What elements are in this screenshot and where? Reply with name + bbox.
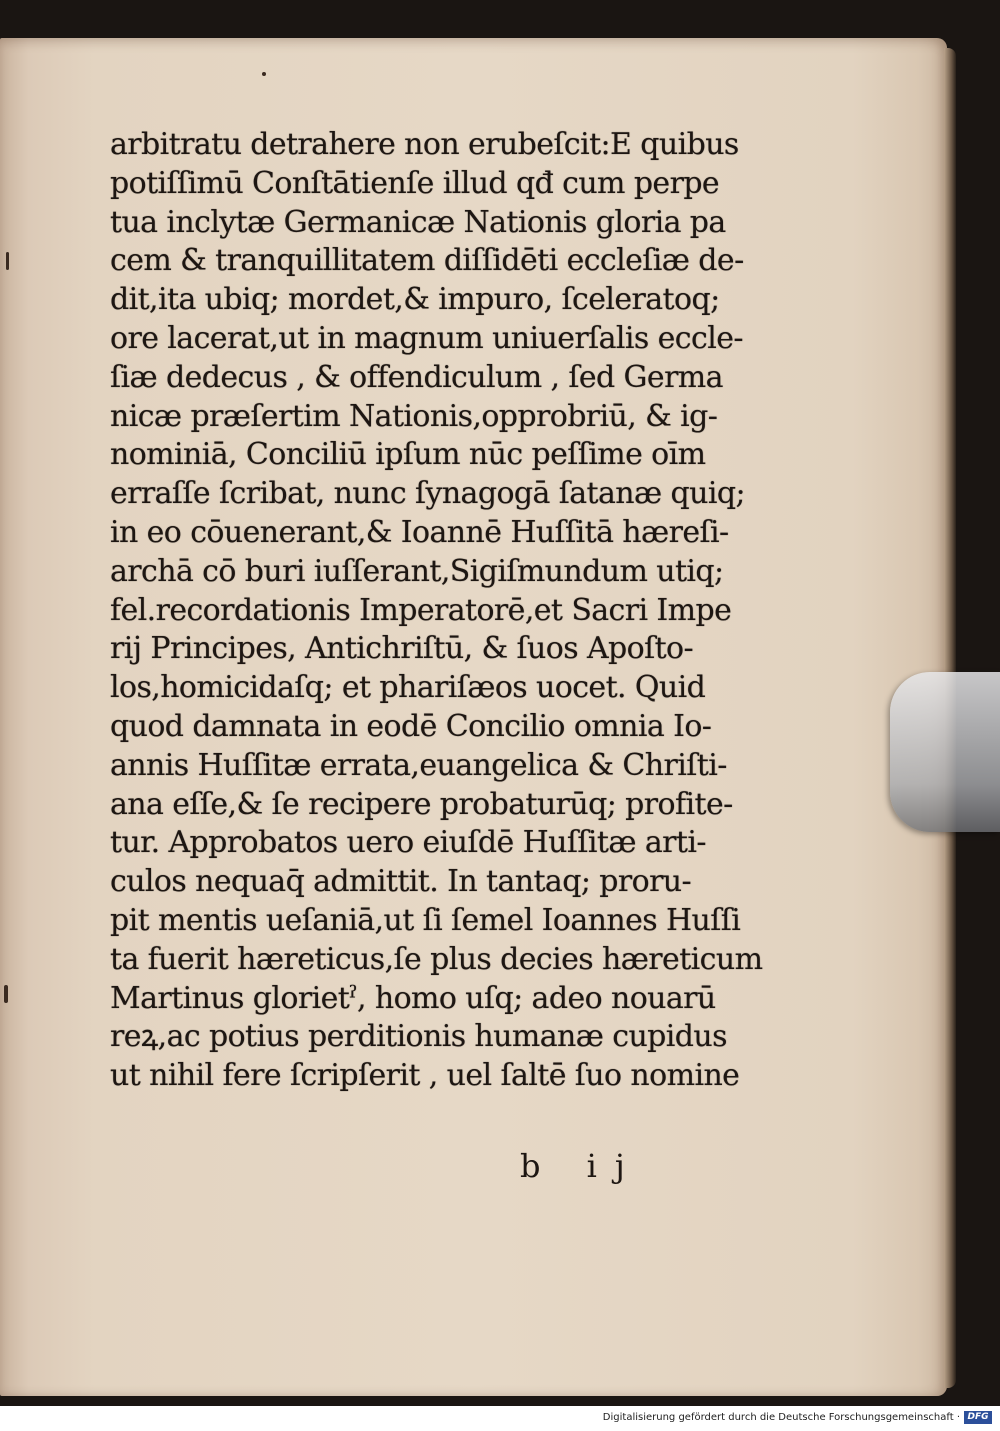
signature-mark: b ij [520,1147,643,1185]
page-holder-clip [890,672,1000,832]
text-line: nicæ præſertim Nationis,opprobriū, & ig- [110,398,718,434]
text-line: potiſſimū Conſtātienſe illud qđ cum perpe [110,165,720,201]
text-line: annis Huſſitæ errata,euangelica & Chriſti- [110,747,727,783]
dfg-logo: DFG [964,1411,992,1424]
text-line: tua inclytæ Germanicæ Nationis gloria pa [110,204,726,240]
text-line: rij Principes, Antichriſtū, & ſuos Apoſto- [110,631,694,667]
text-line: ana eſſe,& ſe recipere probaturūq; profite- [110,786,733,822]
text-line: ore lacerat,ut in magnum uniuerſalis eccle- [110,320,743,356]
ink-speck [4,985,8,1003]
text-line: Martinus glorietˀ, homo uſq; adeo nouarū [110,980,716,1016]
text-line: in eo cōuenerant,& Ioannē Huſſitā hæreſi- [110,514,729,550]
text-line: pit mentis ueſaniā,ut ſi ſemel Ioannes Huſſi [110,902,741,938]
text-line: cem & tranquillitatem diſſidēti eccleſiæ de- [110,243,744,279]
text-line: arbitratu detrahere non erubeſcit:E quibus [110,127,739,162]
text-line: ſiæ dedecus , & offendiculum , ſed Germa [110,359,723,395]
text-line: ut nihil fere ſcripſerit , uel ſaltē ſuo nomine [110,1058,740,1094]
footer-bar [0,1406,1000,1431]
text-line: culos nequaq̄ admittit. In tantaq; proru- [110,864,692,900]
text-line: fel.recordationis Imperatorē,et Sacri Impe [110,592,732,628]
text-line: dit,ita ubiq; mordet,& impuro, ſceleratoq; [110,282,720,318]
page-text [110,126,770,1096]
text-line: reꝝ,ac potius perditionis humanæ cupidus [110,1019,727,1055]
text-line: los,homicidaſq; et phariſæos uocet. Quid [110,670,706,706]
text-line: archā cō buri iuſſerant,Sigiſmundum utiq; [110,553,724,589]
ink-speck [262,72,266,76]
text-line: nominiā, Conciliū ipſum nūc peſſime oīm [110,437,706,473]
text-line: ta fuerit hæreticus,ſe plus decies hæreticum [110,941,763,977]
text-line: erraſſe ſcribat, nunc ſynagogā ſatanæ quiq; [110,476,745,512]
ink-speck [6,252,9,270]
funding-credit: Digitalisierung gefördert durch die Deutsche Forschungsgemeinschaft · [602,1412,960,1423]
text-line: quod damnata in eodē Concilio omnia Io- [110,708,712,744]
text-line: tur. Approbatos uero eiuſdē Huſſitæ arti- [110,825,706,861]
